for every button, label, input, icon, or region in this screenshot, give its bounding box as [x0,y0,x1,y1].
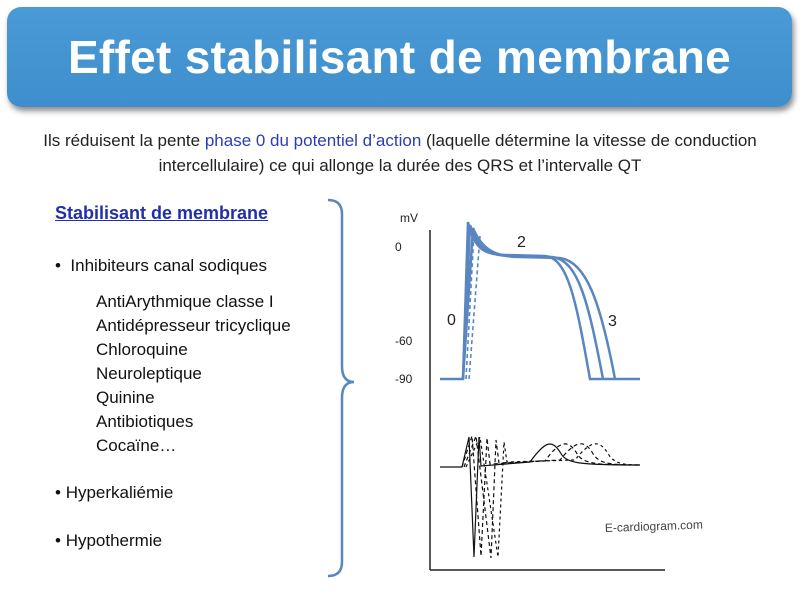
sub-item: Chloroquine [96,340,188,359]
sub-item: Cocaïne… [96,436,177,455]
sub-item: AntiArythmique classe I [96,292,274,311]
title-banner [7,7,792,107]
y-tick-label: 0 [395,240,402,254]
bullet-label: Hypothermie [65,531,163,550]
action-potential-ecg-diagram [380,200,704,580]
watermark: E-cardiogram.com [604,517,704,535]
ecg-traces [440,436,640,558]
intro-pre: Ils réduisent la pente [43,131,205,150]
bullet-item: • Hypothermie [55,531,163,550]
y-tick-label: -60 [395,334,413,348]
curly-brace [322,198,362,578]
list-heading: Stabilisant de membrane [55,203,269,223]
bullet-item: • Hyperkaliémie [55,483,174,502]
y-tick-label: -90 [395,372,413,386]
phase-label: 3 [608,313,617,330]
sub-item: Antidépresseur tricyclique [96,316,291,335]
ecg-trace [440,437,640,557]
intro-highlight: phase 0 du potentiel d’action [204,131,422,150]
bullet-label: Inhibiteurs canal sodiques [70,256,267,275]
bullet-item: • Inhibiteurs canal sodiques [55,256,267,275]
intro-text [40,128,760,178]
action-potential-curve [463,225,603,379]
phase-label: 2 [517,234,526,251]
sub-item: Neuroleptique [96,364,202,383]
y-unit-label: mV [400,211,418,225]
sub-item: Antibiotiques [96,412,194,431]
intro-post: (laquelle détermine la vitesse de conduction intercellulaire) ce qui allonge la durée des QRS et l’intervalle QT [158,131,757,175]
sub-item: Quinine [96,388,155,407]
cause-list [55,203,345,550]
bullet-label: Hyperkaliémie [65,483,174,502]
page-title: Effet stabilisant de membrane [67,31,732,83]
phase-label: 0 [447,312,456,329]
ecg-trace [464,436,640,558]
